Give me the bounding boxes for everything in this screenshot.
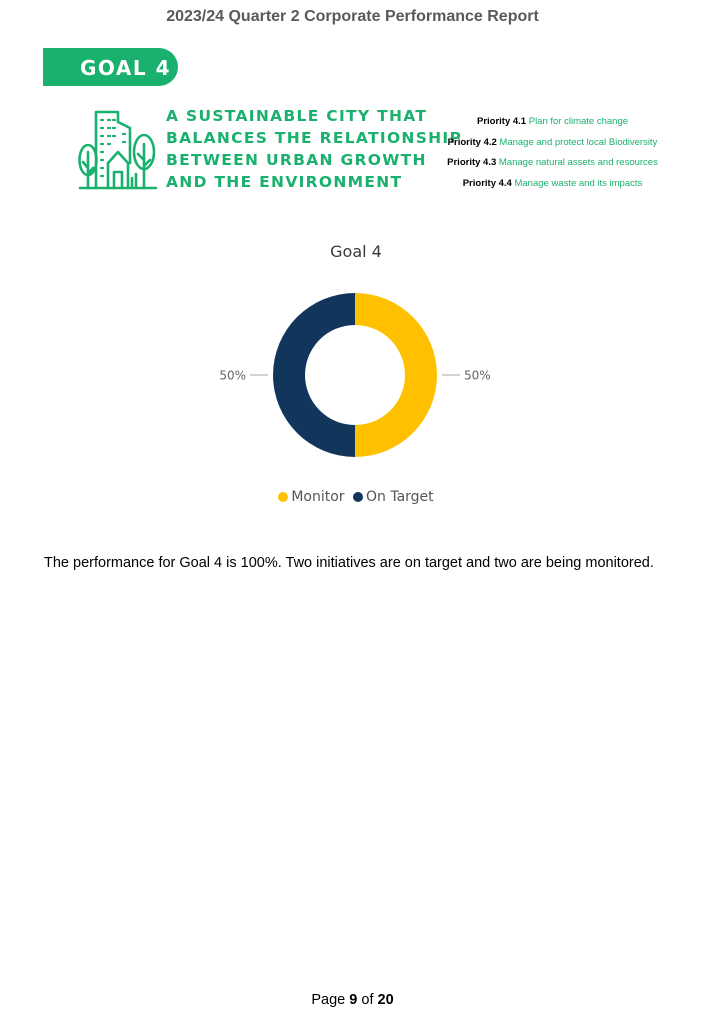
priority-text: Plan for climate change bbox=[528, 116, 629, 127]
goal-statement-line: A SUSTAINABLE CITY THAT bbox=[166, 107, 428, 125]
goal-statement-line: AND THE ENVIRONMENT bbox=[166, 173, 403, 191]
priority-number: Priority 4.1 bbox=[476, 116, 527, 127]
goal-statement-line: BALANCES THE RELATIONSHIP bbox=[166, 129, 463, 147]
page-total: 20 bbox=[377, 992, 394, 1008]
priority-text: Manage natural assets and resources bbox=[498, 157, 658, 168]
page-of: of bbox=[361, 992, 374, 1008]
legend-item-monitor bbox=[278, 489, 344, 505]
goal-statement-line: BETWEEN URBAN GROWTH bbox=[166, 151, 427, 169]
priority-item bbox=[440, 133, 665, 154]
legend-swatch bbox=[278, 492, 288, 502]
priority-number: Priority 4.3 bbox=[447, 157, 497, 168]
priority-item bbox=[440, 112, 665, 133]
legend-label: Monitor bbox=[291, 489, 345, 505]
donut-slice-on-target bbox=[273, 293, 355, 457]
donut-chart bbox=[200, 280, 510, 470]
goal-badge-label: GOAL 4 bbox=[80, 56, 171, 80]
legend-item-on-target bbox=[353, 489, 434, 505]
priority-text: Manage waste and its impacts bbox=[514, 177, 643, 189]
priority-item bbox=[440, 174, 665, 195]
goal-badge bbox=[43, 48, 178, 86]
priority-number: Priority 4.2 bbox=[447, 136, 497, 148]
page-current: 9 bbox=[349, 992, 358, 1008]
data-label: 50% bbox=[219, 368, 246, 383]
priority-text: Manage and protect local Biodiversity bbox=[499, 136, 658, 148]
priority-item bbox=[440, 153, 665, 174]
goal-summary: The performance for Goal 4 is 100%. Two initiatives are on target and two are being monitored. bbox=[44, 555, 654, 571]
goal-statement bbox=[166, 105, 463, 193]
page-prefix: Page bbox=[311, 992, 346, 1008]
chart-legend bbox=[0, 489, 705, 505]
data-label: 50% bbox=[464, 368, 491, 383]
page-number bbox=[0, 992, 705, 1008]
city-buildings-trees-icon bbox=[78, 108, 158, 190]
report-title: 2023/24 Quarter 2 Corporate Performance Report bbox=[166, 8, 539, 25]
chart-title: Goal 4 bbox=[330, 242, 382, 261]
legend-swatch bbox=[353, 492, 363, 502]
priority-number: Priority 4.4 bbox=[462, 177, 512, 189]
priority-list bbox=[440, 112, 665, 194]
legend-label: On Target bbox=[366, 489, 434, 505]
donut-slice-monitor bbox=[355, 293, 437, 457]
